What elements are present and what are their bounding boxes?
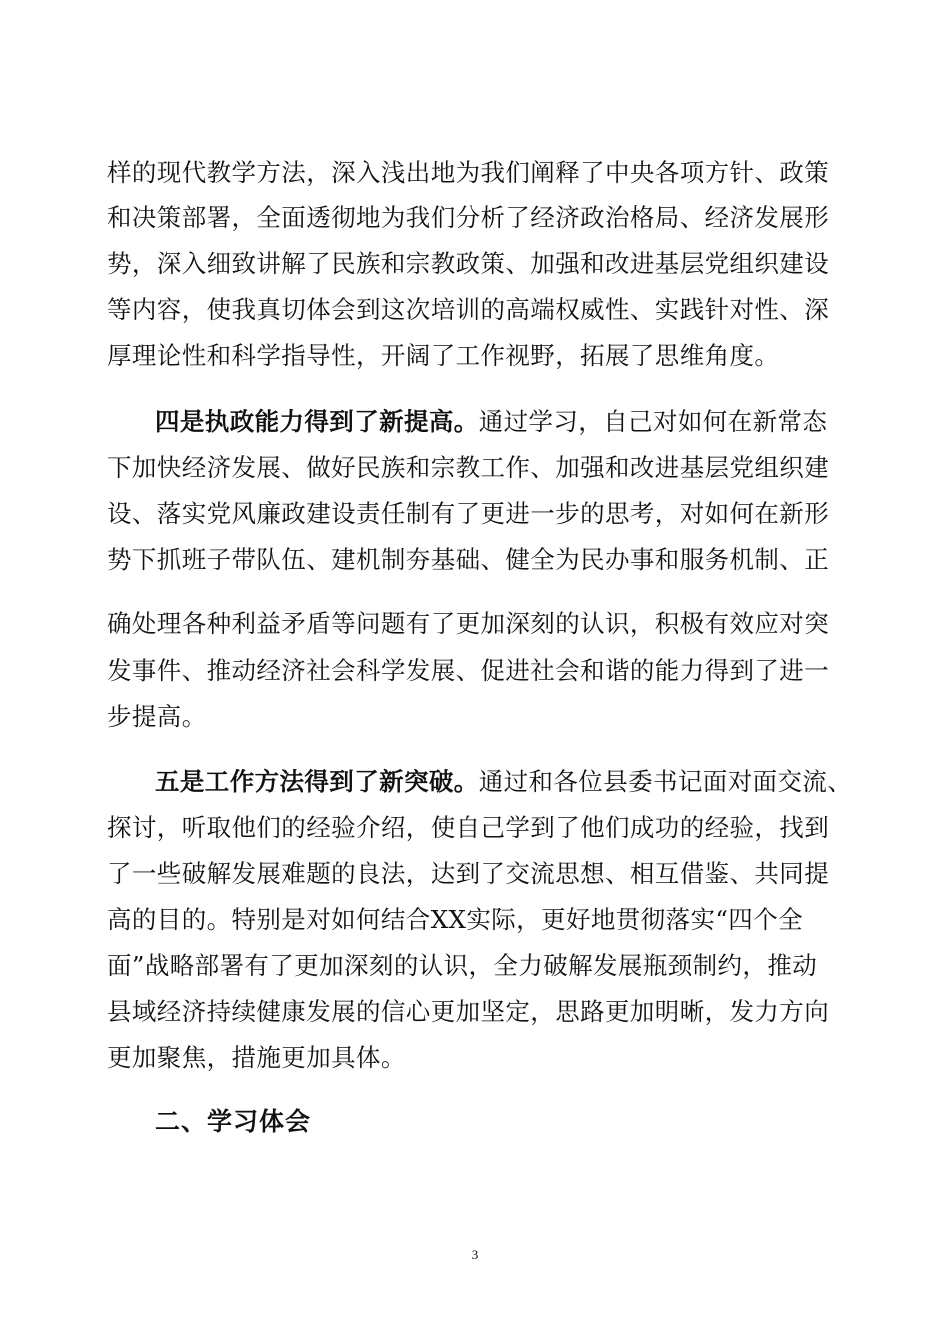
para3-first-rest: 通过和各位县委书记面对面交流、 xyxy=(478,767,853,796)
para2-first-rest: 通过学习，自己对如何在新常态 xyxy=(478,407,828,436)
para3-line-2: 探讨，听取他们的经验介绍，使自己学到了他们成功的经验，找到 xyxy=(107,813,830,842)
para2-lead: 四是执政能力得到了新提高。 xyxy=(155,407,479,436)
para3-line-5: 面”战略部署有了更加深刻的认识，全力破解发展瓶颈制约，推动 xyxy=(107,951,818,980)
para2-line-5: 确处理各种利益矛盾等问题有了更加深刻的认识，积极有效应对突 xyxy=(107,609,830,638)
para3-line-3: 了一些破解发展难题的良法，达到了交流思想、相互借鉴、共同提 xyxy=(107,859,830,888)
para1-line-3: 势，深入细致讲解了民族和宗教政策、加强和改进基层党组织建设 xyxy=(107,249,830,278)
para2-line-2: 下加快经济发展、做好民族和宗教工作、加强和改进基层党组织建 xyxy=(107,453,830,482)
para1-line-4: 等内容，使我真切体会到这次培训的高端权威性、实践针对性、深 xyxy=(107,295,830,324)
para3-lead: 五是工作方法得到了新突破。 xyxy=(155,767,479,796)
page-number: 3 xyxy=(471,1247,479,1262)
para2-line-4: 势下抓班子带队伍、建机制夯基础、健全为民办事和服务机制、正 xyxy=(107,545,830,574)
para2-line-7: 步提高。 xyxy=(107,702,207,731)
para1-line-1: 样的现代教学方法，深入浅出地为我们阐释了中央各项方针、政策 xyxy=(107,158,830,187)
para3-line-6: 县域经济持续健康发展的信心更加坚定，思路更加明晰，发力方向 xyxy=(107,997,830,1026)
para1-line-5: 厚理论性和科学指导性，开阔了工作视野，拓展了思维角度。 xyxy=(107,341,780,370)
para3-line-1 xyxy=(155,766,895,798)
para2-line-3: 设、落实党风廉政建设责任制有了更进一步的思考，对如何在新形 xyxy=(107,499,830,528)
para3-line-4: 高的目的。特别是对如何结合XX实际，更好地贯彻落实“四个全 xyxy=(107,905,804,934)
para2-line-1 xyxy=(155,406,895,438)
para3-line-7: 更加聚焦，措施更加具体。 xyxy=(107,1043,406,1072)
section-heading: 二、学习体会 xyxy=(155,1107,312,1136)
para2-line-6: 发事件、推动经济社会科学发展、促进社会和谐的能力得到了进一 xyxy=(107,656,830,685)
para1-line-2: 和决策部署，全面透彻地为我们分析了经济政治格局、经济发展形 xyxy=(107,203,830,232)
